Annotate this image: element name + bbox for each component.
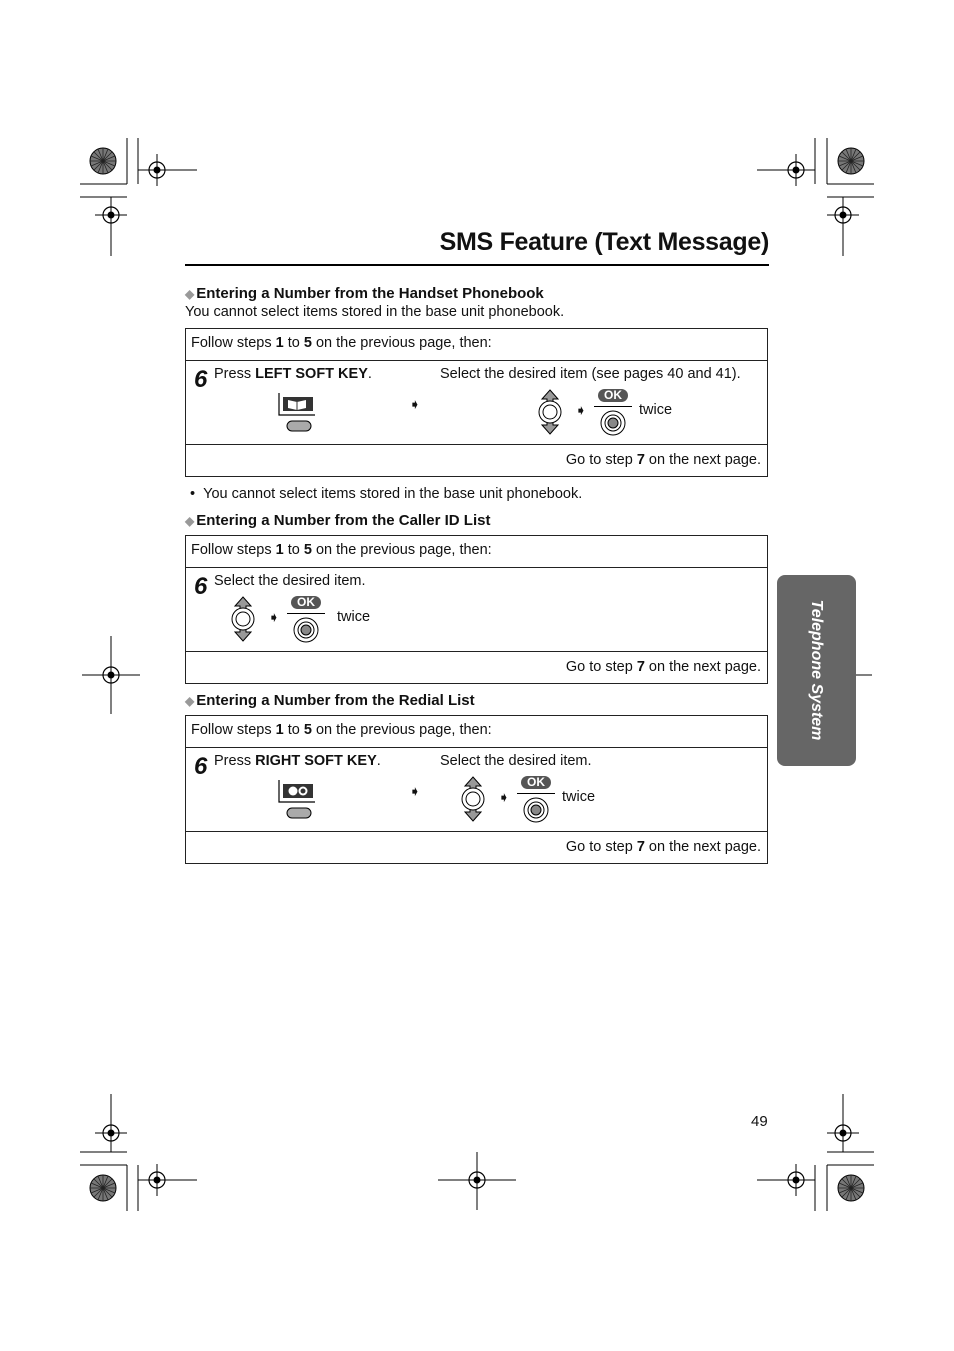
diamond-icon: ◆ <box>185 287 195 301</box>
ok-button-icon: OK <box>517 774 555 824</box>
step-number: 6 <box>194 753 208 780</box>
step-detail: Select the desired item (see pages 40 and 41). <box>440 366 741 382</box>
step-row <box>186 748 767 832</box>
arrow-icon: ➧ <box>409 396 421 412</box>
step-row <box>186 568 767 652</box>
twice-label: twice <box>562 789 596 805</box>
section-heading-redial: ◆ Entering a Number from the Redial List <box>185 692 475 709</box>
page-number: 49 <box>751 1113 768 1130</box>
step-instruction: Press RIGHT SOFT KEY. <box>214 753 381 769</box>
arrow-icon: ➧ <box>409 783 421 799</box>
goto-row: Go to step 7 on the next page. <box>565 659 761 675</box>
diamond-icon: ◆ <box>185 514 195 528</box>
title-divider <box>185 264 769 266</box>
step-number: 6 <box>194 366 208 393</box>
redial-soft-key-icon <box>277 778 317 820</box>
side-tab-label: Telephone System <box>808 599 825 741</box>
arrow-icon: ➧ <box>498 789 510 805</box>
follow-row: Follow steps 1 to 5 on the previous page, then: <box>186 716 767 748</box>
phonebook-note: You cannot select items stored in the base unit phonebook. <box>185 304 565 320</box>
phonebook-soft-key-icon <box>277 391 317 433</box>
goto-row: Go to step 7 on the next page. <box>565 452 761 468</box>
follow-row: Follow steps 1 to 5 on the previous page, then: <box>186 536 767 568</box>
section-heading-phonebook: ◆ Entering a Number from the Handset Phonebook <box>185 285 544 302</box>
step-row <box>186 361 767 445</box>
diamond-icon: ◆ <box>185 694 195 708</box>
navigator-up-down-icon <box>459 776 487 822</box>
step-instruction: Select the desired item. <box>214 573 366 589</box>
step-box-caller-id <box>185 535 768 684</box>
twice-label: twice <box>337 609 371 625</box>
step-detail: Select the desired item. <box>440 753 592 769</box>
step-box-phonebook <box>185 328 768 477</box>
goto-row: Go to step 7 on the next page. <box>565 839 761 855</box>
navigator-up-down-icon <box>229 596 257 642</box>
section-heading-caller-id: ◆ Entering a Number from the Caller ID List <box>185 512 491 529</box>
ok-button-icon: OK <box>287 594 325 644</box>
bullet-note: • You cannot select items stored in the base unit phonebook. <box>190 486 583 502</box>
twice-label: twice <box>639 402 673 418</box>
follow-row: Follow steps 1 to 5 on the previous page, then: <box>186 329 767 361</box>
step-instruction: Press LEFT SOFT KEY. <box>214 366 372 382</box>
navigator-up-down-icon <box>536 389 564 435</box>
step-number: 6 <box>194 573 208 600</box>
arrow-icon: ➧ <box>575 402 587 418</box>
page-title: SMS Feature (Text Message) <box>439 228 769 256</box>
ok-button-icon: OK <box>594 387 632 437</box>
step-box-redial <box>185 715 768 864</box>
arrow-icon: ➧ <box>268 609 280 625</box>
